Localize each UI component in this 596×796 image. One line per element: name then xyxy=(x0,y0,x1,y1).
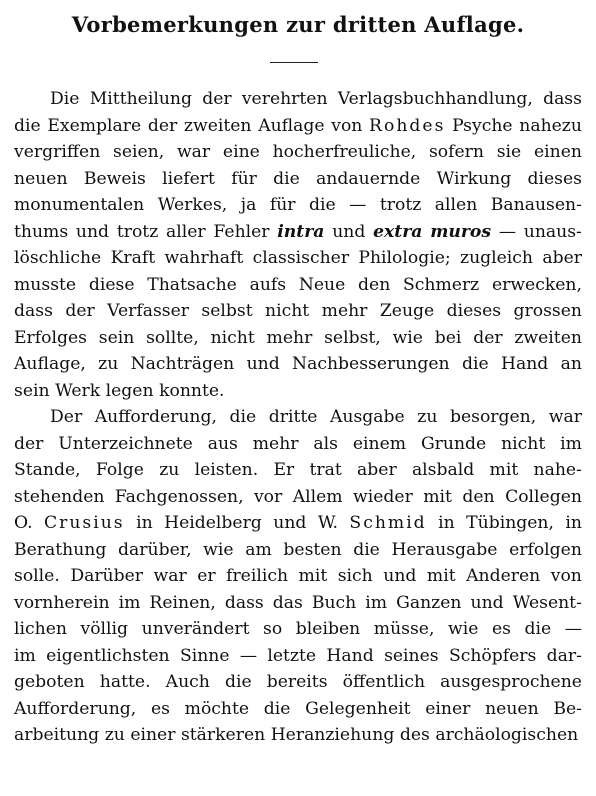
text-line: vergriffen seien, war eine hocherfreuliche, sofern sie einen xyxy=(14,142,582,162)
paragraph xyxy=(14,86,582,404)
title-divider xyxy=(270,62,318,63)
body-text xyxy=(14,86,582,749)
text-line: musste diese Thatsache aufs Neue den Schmerz erwecken, xyxy=(14,274,582,295)
text-line: im eigentlichsten Sinne — letzte Hand seines Schöpfers dar- xyxy=(14,645,582,666)
text-line: Stande, Folge zu leisten. Er trat aber alsbald mit nahe- xyxy=(14,460,582,480)
text-line: Aufforderung, es möchte die Gelegenheit einer neuen Be- xyxy=(14,698,582,719)
paragraph xyxy=(14,404,582,749)
text-line: thums und trotz aller Fehler intra und extra muros — unaus- xyxy=(14,221,582,242)
text-line: geboten hatte. Auch die bereits öffentlich ausgesprochene xyxy=(14,672,582,692)
text-line: sein Werk legen konnte. xyxy=(14,380,225,401)
text-line: lichen völlig unverändert so bleiben müsse, wie es die — xyxy=(14,619,582,639)
text-line: solle. Darüber war er freilich mit sich und mit Anderen von xyxy=(14,566,582,586)
text-line: monumentalen Werkes, ja für die — trotz allen Banausen- xyxy=(14,195,582,215)
text-line: stehenden Fachgenossen, vor Allem wieder mit den Collegen xyxy=(14,486,582,507)
text-line: vornherein im Reinen, dass das Buch im Ganzen und Wesent- xyxy=(14,592,582,613)
text-line: löschliche Kraft wahrhaft classischer Philologie; zugleich aber xyxy=(14,248,582,268)
text-line: Auflage, zu Nachträgen und Nachbesserungen die Hand an xyxy=(14,354,582,374)
page-title: Vorbemerkungen zur dritten Auflage. xyxy=(71,12,525,37)
text-line: O. Crusius in Heidelberg und W. Schmid in Tübingen, in xyxy=(14,513,582,533)
text-line: dass der Verfasser selbst nicht mehr Zeuge dieses grossen xyxy=(14,301,582,321)
text-line: Erfolges sein sollte, nicht mehr selbst, wie bei der zweiten xyxy=(14,327,582,348)
text-line: arbeitung zu einer stärkeren Heranziehung des archäologischen xyxy=(14,725,579,745)
text-line: neuen Beweis liefert für die andauernde Wirkung dieses xyxy=(14,168,582,189)
text-line: Berathung darüber, wie am besten die Herausgabe erfolgen xyxy=(14,539,582,560)
text-line: der Unterzeichnete aus mehr als einem Grunde nicht im xyxy=(14,433,582,454)
text-line: die Exemplare der zweiten Auflage von Rohdes Psyche nahezu xyxy=(14,115,582,136)
text-line: Der Aufforderung, die dritte Ausgabe zu besorgen, war xyxy=(50,407,582,427)
text-line: Die Mittheilung der verehrten Verlagsbuchhandlung, dass xyxy=(50,89,582,109)
